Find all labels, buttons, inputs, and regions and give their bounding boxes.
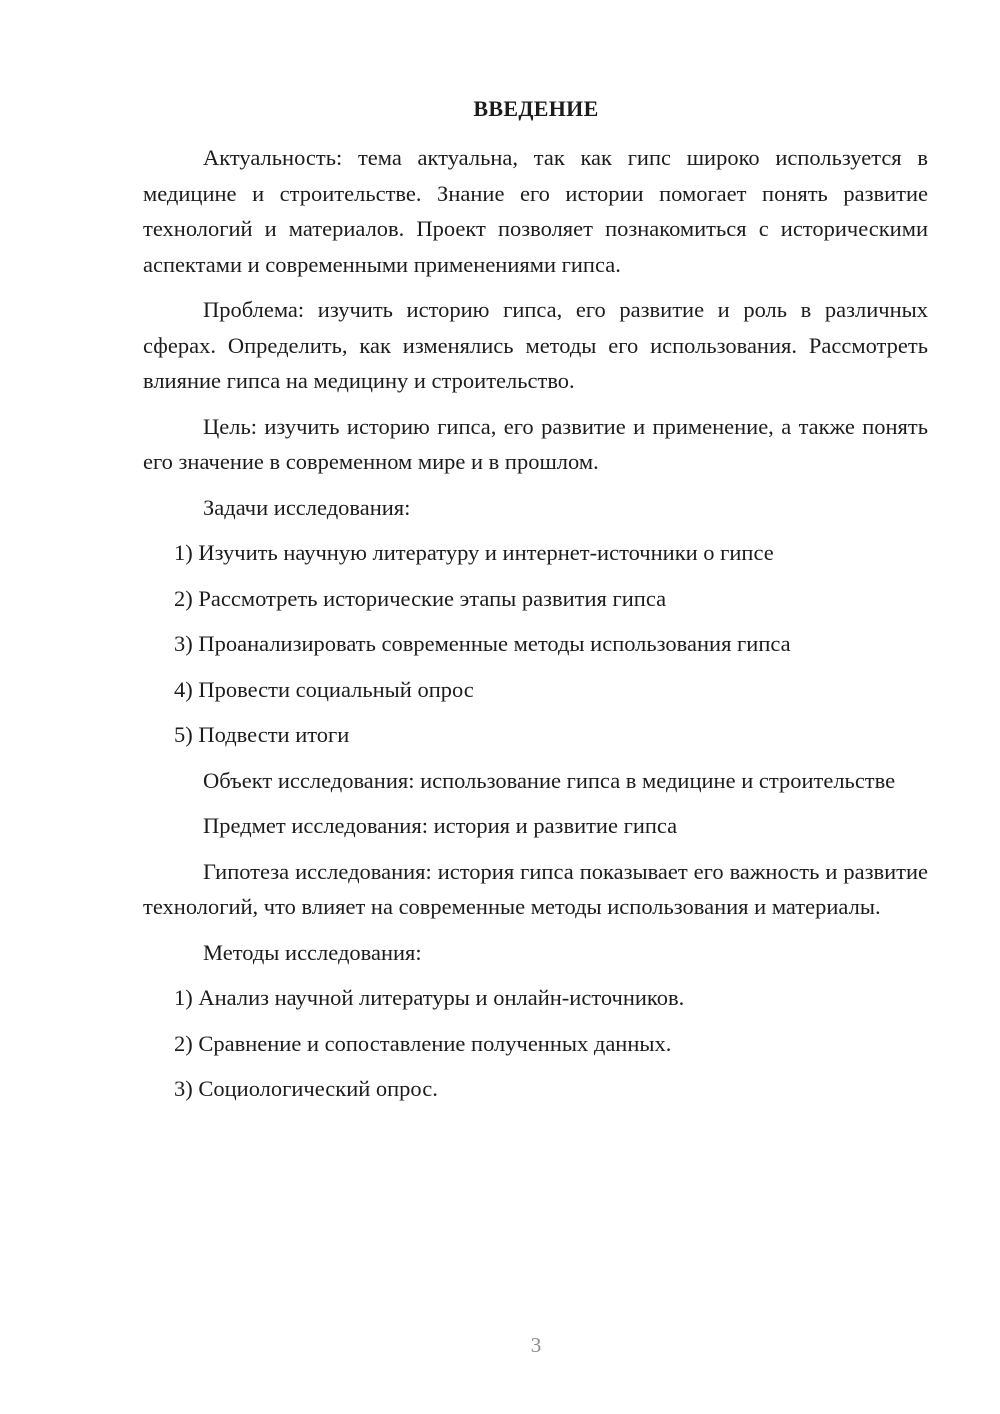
task-item: 4) Провести социальный опрос — [174, 676, 474, 702]
method-item: 3) Социологический опрос. — [174, 1076, 438, 1101]
paragraph-object: Объект исследования: использование гипса в медицине и строительстве — [203, 767, 896, 793]
task-item: 2) Рассмотреть исторические этапы развития гипса — [174, 585, 667, 611]
paragraph-problem: Проблема: изучить историю гипса, его развитие и роль в различных сферах. Определить, как изменялись методы его использования. Рассмотреть влияние гипса на медицину и строительство. — [143, 297, 928, 393]
paragraph-goal: Цель: изучить историю гипса, его развитие и применение, а также понять его значение в современном мире и в прошлом. — [143, 413, 928, 474]
paragraph-subject: Предмет исследования: история и развитие гипса — [203, 813, 678, 838]
tasks-heading: Задачи исследования: — [203, 494, 411, 520]
method-item: 2) Сравнение и сопоставление полученных данных. — [174, 1030, 672, 1056]
method-item: 1) Анализ научной литературы и онлайн-источников. — [174, 985, 685, 1010]
document-body — [143, 140, 928, 1117]
paragraph-hypothesis: Гипотеза исследования: история гипса показывает его важность и развитие технологий, что влияет на современные методы использования и материалы. — [143, 858, 928, 919]
task-item: 1) Изучить научную литературу и интернет-источники о гипсе — [174, 540, 774, 565]
page-title: ВВЕДЕНИЕ — [473, 96, 599, 121]
paragraph-relevance: Актуальность: тема актуальна, так как гипс широко используется в медицине и строительстве. Знание его истории помогает понять развитие технологий и материалов. Проект позволяет познакомиться с историческими аспектами и современными применениями гипса. — [143, 145, 928, 277]
task-item: 5) Подвести итоги — [174, 722, 350, 747]
methods-heading: Методы исследования: — [203, 939, 422, 965]
task-item: 3) Проанализировать современные методы использования гипса — [174, 631, 791, 656]
page-number: 3 — [530, 1333, 542, 1357]
